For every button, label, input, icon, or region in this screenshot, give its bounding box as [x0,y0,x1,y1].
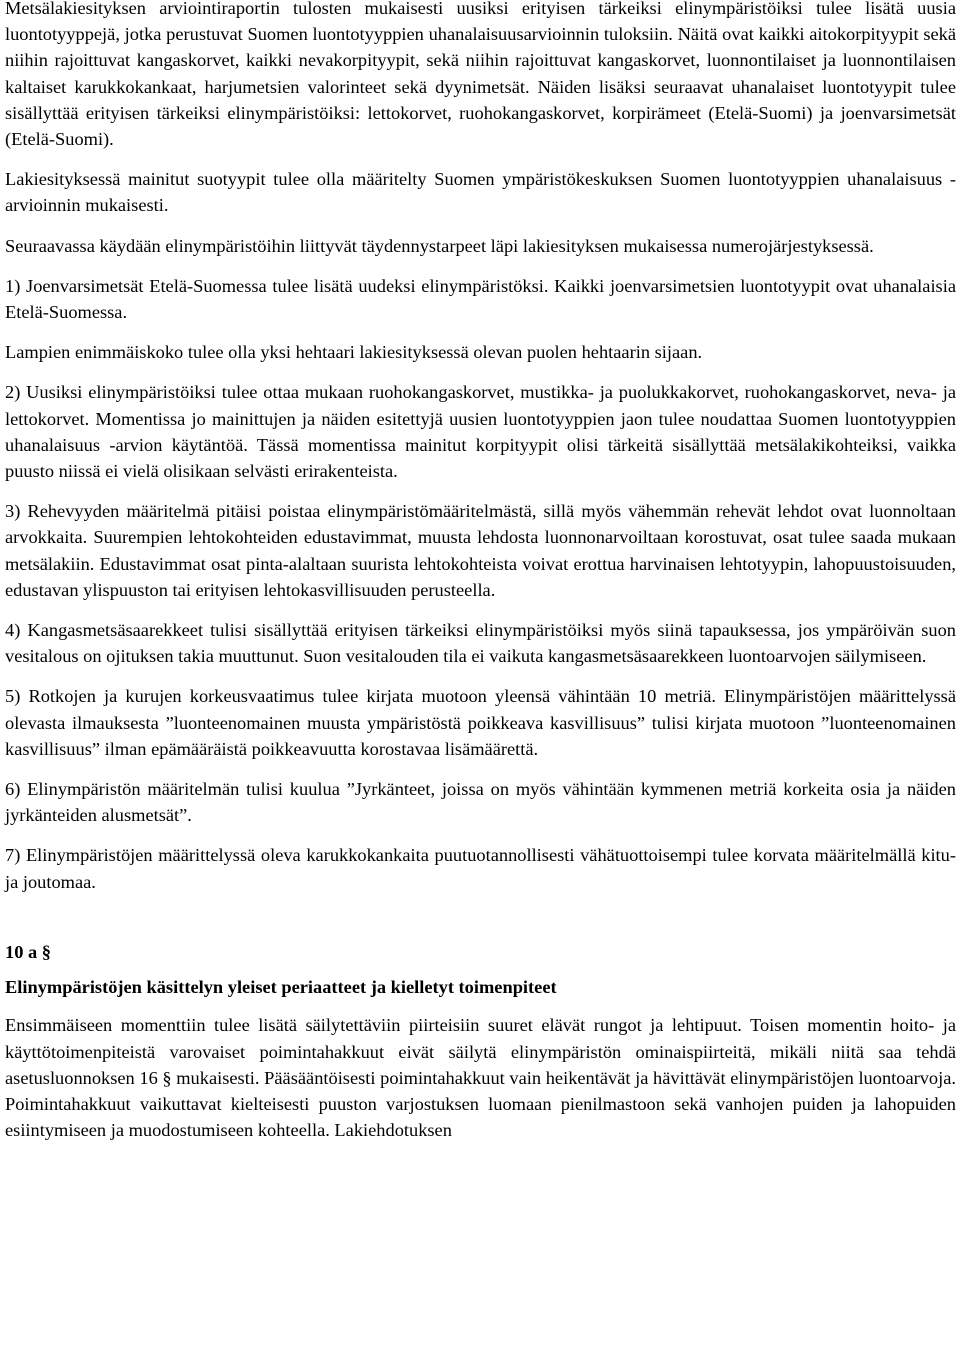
document-page [5,0,956,1157]
paragraph-item-4: 4) Kangasmetsäsaarekkeet tulisi sisällyttää erityisen tärkeiksi elinympäristöiksi myös siinä tapauksessa, jos ympäröivän suon vesitalous on ojituksen takia muuttunut. Suon vesitalouden tila ei vaikuta kangasmetsäsaarekkeen luontoarvojen säilymiseen. [5,620,956,667]
paragraph-item-6: 6) Elinympäristön määritelmän tulisi kuulua ”Jyrkänteet, joissa on myös vähintään kymmenen metriä korkeita osia ja näiden jyrkänteiden alusmetsät”. [5,779,956,826]
paragraph-intro: Metsälakiesityksen arviointiraportin tulosten mukaisesti uusiksi erityisen tärkeiksi elinympäristöiksi tulee lisätä uusia luontotyyppejä, jotka perustuvat Suomen luontotyyppien uhanalaisuusarvioinnin tuloksiin. Näitä ovat kaikki aitokorpityypit sekä niihin rajoittuvat kangaskorvet, kaikki nevakorpityypit, sekä niihin rajoittuvat kangaskorvet, luonnontilaiset ja luonnontilaisen kaltaiset karukkokankaat, harjumetsien valorinteet sekä dyynimetsät. Näiden lisäksi seuraavat uhanalaiset luontotyypit tulee sisällyttää erityisen tärkeiksi elinympäristöiksi: lettokorvet, ruohokangaskorvet, korpirämeet (Etelä-Suomi) ja joenvarsimetsät (Etelä-Suomi). [5,0,956,150]
paragraph-item-2: 2) Uusiksi elinympäristöiksi tulee ottaa mukaan ruohokangaskorvet, mustikka- ja puolukkakorvet, ruohokangaskorvet, neva- ja lettokorvet. Momentissa jo mainittujen ja näiden esitettyjä uusien luontotyyppien jaon tulee noudattaa Suomen luontotyyppien uhanalaisuus -arvion käytäntöä. Tässä momentissa mainitut korpityypit olisi tärkeitä sisällyttää metsälakikohteiksi, vaikka puusto niissä ei vielä olisikaan selvästi erirakenteista. [5,382,956,482]
paragraph-seuraavassa: Seuraavassa käydään elinympäristöihin liittyvät täydennystarpeet läpi lakiesityksen mukaisessa numerojärjestyksessä. [5,235,874,256]
paragraph-item-5: 5) Rotkojen ja kurujen korkeusvaatimus tulee kirjata muotoon yleensä vähintään 10 metriä. Elinympäristöjen määrittelyssä olevasta ilmauksesta ”luonteenomainen muusta ympäristöstä poikkeava kasvillisuus” tulisi kirjata muotoon ”luonteenomainen kasvillisuus” ilman epämääräistä poikkeavuutta korostavaa lisämäärettä. [5,686,956,759]
section-spacer [5,909,956,939]
paragraph-item-7: 7) Elinympäristöjen määrittelyssä oleva karukkokankaita puutuotannollisesti vähätuottoisempi tulee korvata määritelmällä kitu- ja joutomaa. [5,845,956,892]
paragraph-suotyypit: Lakiesityksessä mainitut suotyypit tulee olla määritelty Suomen ympäristökeskuksen Suomen luontotyyppien uhanalaisuus -arvioinnin mukaisesti. [5,169,956,216]
section-body: Ensimmäiseen momenttiin tulee lisätä säilytettäviin piirteisiin suuret elävät rungot ja lehtipuut. Toisen momentin hoito- ja käyttötoimenpiteistä varovaiset poimintahakkuut eivät säilytä elinympäristön ominaispiirteitä, mikäli niitä saa tehdä asetusluonnoksen 16 § mukaisesti. Pääsääntöisesti poimintahakkuut vain heikentävät ja hävittävät elinympäristöjen luontoarvoja. Poimintahakkuut vaikuttavat kielteisesti puuston varjostuksen luomaan pienilmastoon sekä vanhojen puiden ja lahopuiden esiintymiseen ja muodostumiseen kohteella. Lakiehdotuksen [5,1015,956,1141]
section-title: Elinympäristöjen käsittelyn yleiset periaatteet ja kielletyt toimenpiteet [5,977,557,998]
paragraph-item-1: 1) Joenvarsimetsät Etelä-Suomessa tulee lisätä uudeksi elinympäristöksi. Kaikki joenvarsimetsien luontotyypit ovat uhanalaisia Etelä-Suomessa. [5,275,956,323]
paragraph-lampien: Lampien enimmäiskoko tulee olla yksi hehtaari lakiesityksessä olevan puolen hehtaarin sijaan. [5,342,703,363]
paragraph-item-3: 3) Rehevyyden määritelmä pitäisi poistaa elinympäristömääritelmästä, sillä myös vähemmän rehevät lehdot ovat luonnoltaan arvokkaita. Suurempien lehtokohteiden edustavimmat, muusta lehdosta luonnonarvoiltaan korostuvat, osat tulee saada mukaan metsälakiin. Edustavimmat osat pinta-alaltaan suurista lehtokohteista voivat erottua harvinaisen lehtotyypin, lahopuustoisuuden, edustavan ylispuuston tai erityisen lehtokasvillisuuden perusteella. [5,501,956,600]
section-number: 10 a § [5,941,51,962]
